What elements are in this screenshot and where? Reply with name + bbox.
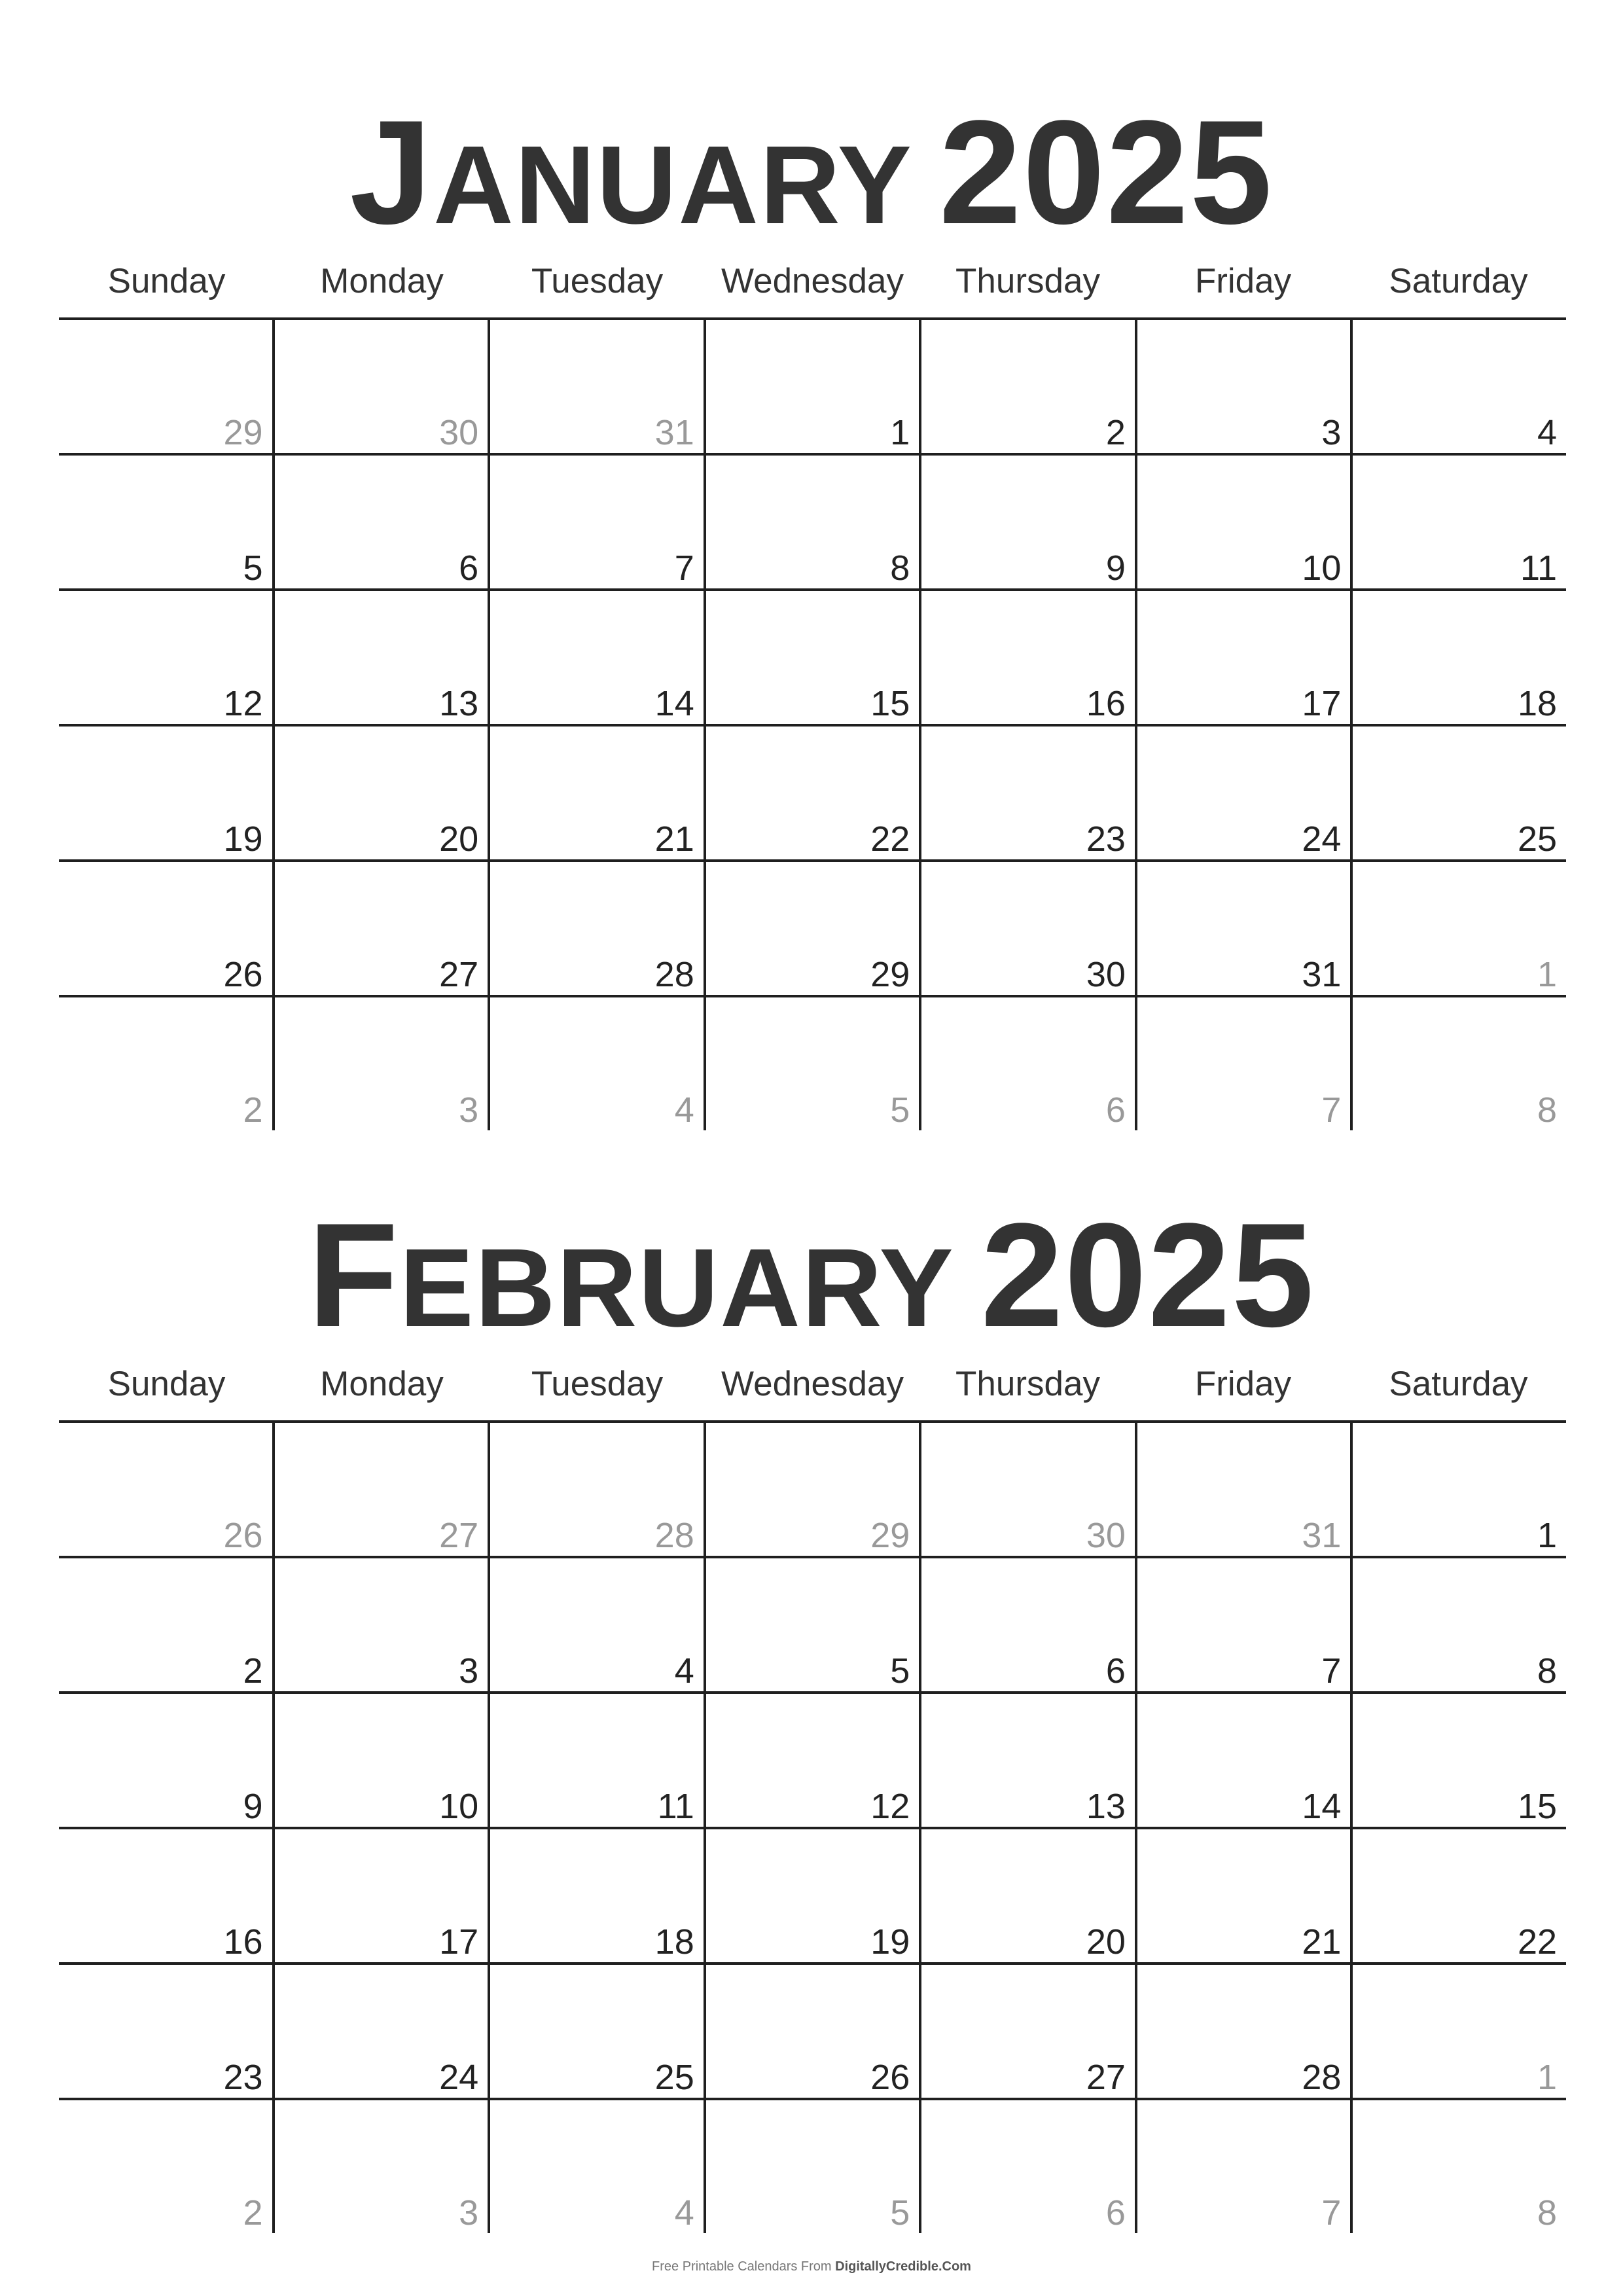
day-number: 2 — [243, 1651, 263, 1691]
weekday-label: Saturday — [1389, 1365, 1528, 1403]
weekday-label: Monday — [320, 262, 444, 300]
day-cell[interactable] — [272, 862, 488, 995]
day-number: 14 — [654, 684, 694, 723]
calendar-grid-january — [59, 317, 1566, 1130]
day-number: 5 — [890, 1651, 910, 1691]
weekday-label: Sunday — [107, 262, 226, 300]
week-row — [59, 1965, 1566, 2100]
day-cell[interactable] — [1135, 456, 1351, 588]
weekday-label: Friday — [1194, 262, 1292, 300]
day-cell[interactable] — [488, 591, 704, 724]
day-cell[interactable] — [272, 1423, 488, 1556]
day-cell[interactable] — [1135, 2100, 1351, 2233]
day-number: 16 — [223, 1922, 263, 1962]
day-cell[interactable] — [488, 1829, 704, 1962]
weekday-label: Tuesday — [531, 1365, 664, 1403]
day-cell[interactable] — [272, 1558, 488, 1691]
week-row — [59, 2100, 1566, 2233]
day-number-other-month: 31 — [1302, 1516, 1342, 1555]
day-number-other-month: 1 — [1537, 955, 1558, 994]
day-cell[interactable] — [272, 997, 488, 1130]
day-cell[interactable] — [704, 591, 919, 724]
day-number: 30 — [1086, 955, 1126, 994]
day-number-other-month: 8 — [1537, 2193, 1558, 2233]
day-number: 4 — [674, 1651, 694, 1691]
day-number-other-month: 7 — [1321, 2193, 1342, 2233]
month-title-february — [0, 1192, 1623, 1357]
day-number: 9 — [243, 1787, 263, 1826]
day-cell[interactable] — [1135, 997, 1351, 1130]
day-number: 7 — [674, 548, 694, 588]
day-cell[interactable] — [59, 862, 272, 995]
weekday-label: Monday — [320, 1365, 444, 1403]
day-number: 31 — [1302, 955, 1342, 994]
day-number: 27 — [1086, 2058, 1126, 2097]
day-number: 10 — [1302, 548, 1342, 588]
day-cell[interactable] — [919, 591, 1135, 724]
week-row — [59, 456, 1566, 591]
title-initial: J — [349, 89, 433, 255]
day-cell[interactable] — [488, 1558, 704, 1691]
day-cell[interactable] — [704, 456, 919, 588]
day-cell[interactable] — [919, 456, 1135, 588]
day-cell[interactable] — [488, 2100, 704, 2233]
day-number-other-month: 5 — [890, 2193, 910, 2233]
day-cell[interactable] — [1350, 726, 1566, 859]
day-number: 9 — [1105, 548, 1126, 588]
day-number: 6 — [459, 548, 479, 588]
day-cell[interactable] — [59, 2100, 272, 2233]
day-cell[interactable] — [1135, 1694, 1351, 1827]
day-cell[interactable] — [1135, 1965, 1351, 2098]
day-cell[interactable] — [919, 1423, 1135, 1556]
day-number-other-month: 2 — [243, 2193, 263, 2233]
day-number: 20 — [1086, 1922, 1126, 1962]
day-cell[interactable] — [272, 591, 488, 724]
weekday-label: Thursday — [955, 1365, 1100, 1403]
day-cell[interactable] — [59, 997, 272, 1130]
day-number: 27 — [439, 955, 479, 994]
day-number: 25 — [654, 2058, 694, 2097]
day-cell[interactable] — [1350, 320, 1566, 453]
day-number: 24 — [1302, 819, 1342, 859]
day-number: 1 — [890, 413, 910, 452]
day-cell[interactable] — [1135, 591, 1351, 724]
day-number: 15 — [870, 684, 910, 723]
day-number: 26 — [870, 2058, 910, 2097]
day-cell[interactable] — [919, 1965, 1135, 2098]
day-number-other-month: 31 — [654, 413, 694, 452]
day-cell[interactable] — [1135, 1829, 1351, 1962]
day-cell[interactable] — [272, 726, 488, 859]
week-row — [59, 320, 1566, 456]
calendar-grid-february — [59, 1420, 1566, 2233]
day-number: 2 — [1105, 413, 1126, 452]
weekday-label: Friday — [1194, 1365, 1292, 1403]
day-cell[interactable] — [59, 1558, 272, 1691]
weekday-header-january — [59, 259, 1566, 304]
day-number-other-month: 3 — [459, 2193, 479, 2233]
day-number-other-month: 6 — [1105, 2193, 1126, 2233]
week-row — [59, 1423, 1566, 1558]
day-cell[interactable] — [704, 1558, 919, 1691]
day-cell[interactable] — [272, 1965, 488, 2098]
day-number: 28 — [1302, 2058, 1342, 2097]
day-number-other-month: 26 — [223, 1516, 263, 1555]
day-number-other-month: 1 — [1537, 2058, 1558, 2097]
week-row — [59, 1694, 1566, 1829]
day-cell[interactable] — [488, 456, 704, 588]
day-cell[interactable] — [488, 862, 704, 995]
day-number-other-month: 30 — [1086, 1516, 1126, 1555]
day-number: 8 — [1537, 1651, 1558, 1691]
day-cell[interactable] — [919, 862, 1135, 995]
day-number: 13 — [439, 684, 479, 723]
day-cell[interactable] — [272, 1829, 488, 1962]
day-cell[interactable] — [1350, 456, 1566, 588]
day-cell[interactable] — [1350, 1829, 1566, 1962]
day-cell[interactable] — [1135, 726, 1351, 859]
week-row — [59, 862, 1566, 997]
day-number: 28 — [654, 955, 694, 994]
day-cell[interactable] — [919, 1829, 1135, 1962]
day-cell[interactable] — [1135, 320, 1351, 453]
day-number: 21 — [1302, 1922, 1342, 1962]
day-cell[interactable] — [1350, 862, 1566, 995]
day-cell[interactable] — [704, 1423, 919, 1556]
footer-prefix: Free Printable Calendars From — [652, 2259, 836, 2274]
footer-brand-link[interactable]: DigitallyCredible.Com — [835, 2259, 971, 2274]
day-number: 3 — [459, 1651, 479, 1691]
day-number: 11 — [657, 1787, 694, 1826]
footer — [0, 2259, 1623, 2274]
day-number: 19 — [223, 819, 263, 859]
day-cell[interactable] — [59, 1829, 272, 1962]
day-number: 20 — [439, 819, 479, 859]
day-number: 17 — [1302, 684, 1342, 723]
day-cell[interactable] — [59, 1965, 272, 2098]
day-cell[interactable] — [59, 456, 272, 588]
title-year: 2025 — [938, 89, 1274, 255]
day-number: 16 — [1086, 684, 1126, 723]
day-cell[interactable] — [1135, 1558, 1351, 1691]
day-number-other-month: 2 — [243, 1090, 263, 1130]
day-cell[interactable] — [1350, 591, 1566, 724]
day-cell[interactable] — [59, 320, 272, 453]
day-cell[interactable] — [272, 456, 488, 588]
day-cell[interactable] — [59, 1694, 272, 1827]
day-cell[interactable] — [704, 2100, 919, 2233]
day-number: 17 — [439, 1922, 479, 1962]
day-number: 12 — [870, 1787, 910, 1826]
week-row — [59, 1829, 1566, 1965]
weekday-label: Saturday — [1389, 262, 1528, 300]
day-number: 26 — [223, 955, 263, 994]
week-row — [59, 1558, 1566, 1694]
day-number: 18 — [1517, 684, 1558, 723]
day-cell[interactable] — [1350, 1694, 1566, 1827]
day-number: 19 — [870, 1922, 910, 1962]
day-number: 4 — [1537, 413, 1558, 452]
day-number-other-month: 30 — [439, 413, 479, 452]
weekday-label: Wednesday — [721, 262, 904, 300]
day-number-other-month: 29 — [870, 1516, 910, 1555]
day-number: 1 — [1537, 1516, 1558, 1555]
day-number: 14 — [1302, 1787, 1342, 1826]
day-number: 11 — [1520, 548, 1558, 588]
day-cell[interactable] — [1350, 1965, 1566, 2098]
day-cell[interactable] — [919, 726, 1135, 859]
day-cell[interactable] — [704, 1965, 919, 2098]
day-cell[interactable] — [919, 997, 1135, 1130]
day-number: 21 — [654, 819, 694, 859]
day-number-other-month: 4 — [674, 2193, 694, 2233]
day-cell[interactable] — [704, 1694, 919, 1827]
weekday-header-february — [59, 1361, 1566, 1407]
day-cell[interactable] — [488, 1965, 704, 2098]
day-number-other-month: 4 — [674, 1090, 694, 1130]
day-number-other-month: 5 — [890, 1090, 910, 1130]
day-cell[interactable] — [704, 726, 919, 859]
day-cell[interactable] — [704, 997, 919, 1130]
day-cell[interactable] — [919, 1558, 1135, 1691]
day-cell[interactable] — [272, 1694, 488, 1827]
day-cell[interactable] — [1350, 997, 1566, 1130]
day-cell[interactable] — [59, 726, 272, 859]
day-number: 8 — [890, 548, 910, 588]
title-initial: F — [308, 1192, 400, 1357]
day-number-other-month: 28 — [654, 1516, 694, 1555]
day-cell[interactable] — [919, 2100, 1135, 2233]
week-row — [59, 997, 1566, 1130]
day-cell[interactable] — [1350, 1423, 1566, 1556]
day-cell[interactable] — [59, 591, 272, 724]
weekday-label: Sunday — [107, 1365, 226, 1403]
day-number: 23 — [223, 2058, 263, 2097]
day-cell[interactable] — [488, 997, 704, 1130]
day-number: 22 — [1517, 1922, 1558, 1962]
day-number: 12 — [223, 684, 263, 723]
day-number-other-month: 6 — [1105, 1090, 1126, 1130]
day-cell[interactable] — [919, 1694, 1135, 1827]
day-number: 15 — [1517, 1787, 1558, 1826]
week-row — [59, 726, 1566, 862]
day-cell[interactable] — [919, 320, 1135, 453]
weekday-label: Wednesday — [721, 1365, 904, 1403]
day-number: 5 — [243, 548, 263, 588]
day-number: 25 — [1517, 819, 1558, 859]
day-number: 22 — [870, 819, 910, 859]
week-row — [59, 591, 1566, 726]
day-number: 10 — [439, 1787, 479, 1826]
day-cell[interactable] — [704, 862, 919, 995]
title-rest: EBRUARY — [399, 1226, 955, 1350]
day-number-other-month: 8 — [1537, 1090, 1558, 1130]
day-number-other-month: 29 — [223, 413, 263, 452]
day-number: 24 — [439, 2058, 479, 2097]
day-number: 18 — [654, 1922, 694, 1962]
day-cell[interactable] — [488, 1694, 704, 1827]
day-number: 6 — [1105, 1651, 1126, 1691]
day-cell[interactable] — [704, 1829, 919, 1962]
title-rest: ANUARY — [433, 123, 913, 247]
day-number-other-month: 3 — [459, 1090, 479, 1130]
day-cell[interactable] — [704, 320, 919, 453]
day-number: 13 — [1086, 1787, 1126, 1826]
day-cell[interactable] — [1350, 1558, 1566, 1691]
day-number-other-month: 27 — [439, 1516, 479, 1555]
day-cell[interactable] — [1350, 2100, 1566, 2233]
day-cell[interactable] — [272, 320, 488, 453]
day-cell[interactable] — [488, 726, 704, 859]
day-number: 29 — [870, 955, 910, 994]
title-year: 2025 — [980, 1192, 1315, 1357]
weekday-label: Thursday — [955, 262, 1100, 300]
day-cell[interactable] — [1135, 1423, 1351, 1556]
day-cell[interactable] — [1135, 862, 1351, 995]
day-cell[interactable] — [488, 1423, 704, 1556]
day-cell[interactable] — [272, 2100, 488, 2233]
weekday-label: Tuesday — [531, 262, 664, 300]
day-number: 3 — [1321, 413, 1342, 452]
day-number: 23 — [1086, 819, 1126, 859]
month-title-january — [0, 89, 1623, 255]
day-cell[interactable] — [488, 320, 704, 453]
day-number-other-month: 7 — [1321, 1090, 1342, 1130]
day-cell[interactable] — [59, 1423, 272, 1556]
day-number: 7 — [1321, 1651, 1342, 1691]
